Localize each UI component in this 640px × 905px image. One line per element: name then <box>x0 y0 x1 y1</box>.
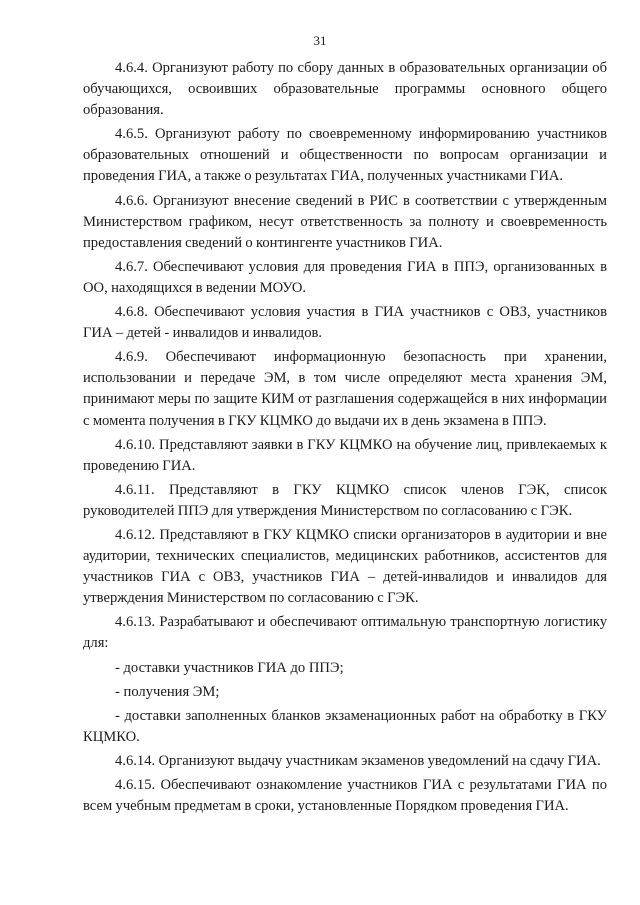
paragraph-4-6-13: 4.6.13. Разрабатывают и обеспечивают оптимальную транспортную логистику для: <box>83 614 607 652</box>
paragraph-4-6-6: 4.6.6. Организуют внесение сведений в РИС в соответствии с утвержденным Министерством графиком, несут ответственность за полноту и своевременность предоставления сведений о контингенте участников ГИА. <box>83 192 607 251</box>
paragraph-4-6-5: 4.6.5. Организуют работу по своевременному информированию участников образовательных отношений и общественности по вопросам организации и проведения ГИА, а также о результатах ГИА, полученных участниками ГИА. <box>83 126 607 185</box>
list-item-receipt-em: - получения ЭМ; <box>115 683 220 700</box>
paragraph-4-6-15: 4.6.15. Обеспечивают ознакомление участников ГИА с результатами ГИА по всем учебным предметам в сроки, установленные Порядком проведения ГИА. <box>83 777 607 815</box>
paragraph-4-6-12: 4.6.12. Представляют в ГКУ КЦМКО списки организаторов в аудитории и вне аудитории, технических специалистов, медицинских работников, ассистентов для участников ГИА с ОВЗ, участников ГИА – детей-инвалидов и инвалидов для утверждения Министерством по согласованию с ГЭК. <box>83 526 607 607</box>
paragraph-4-6-14: 4.6.14. Организуют выдачу участникам экзаменов уведомлений на сдачу ГИА. <box>115 752 601 769</box>
paragraph-4-6-10: 4.6.10. Представляют заявки в ГКУ КЦМКО на обучение лиц, привлекаемых к проведению ГИА. <box>83 436 607 474</box>
paragraph-4-6-11: 4.6.11. Представляют в ГКУ КЦМКО список членов ГЭК, список руководителей ППЭ для утверждения Министерством по согласованию с ГЭК. <box>83 481 607 519</box>
document-body <box>83 58 607 820</box>
list-item-delivery-participants: - доставки участников ГИА до ППЭ; <box>115 659 344 676</box>
list-item-delivery-forms: - доставки заполненных бланков экзаменационных работ на обработку в ГКУ КЦМКО. <box>83 707 607 745</box>
paragraph-4-6-4: 4.6.4. Организуют работу по сбору данных в образовательных организации об обучающихся, освоивших образовательные программы основного общего образования. <box>83 60 607 119</box>
paragraph-4-6-8: 4.6.8. Обеспечивают условия участия в ГИА участников с ОВЗ, участников ГИА – детей - инвалидов и инвалидов. <box>83 304 607 342</box>
page-number: 31 <box>313 33 327 48</box>
paragraph-4-6-7: 4.6.7. Обеспечивают условия для проведения ГИА в ППЭ, организованных в ОО, находящихся в ведении МОУО. <box>83 258 607 296</box>
paragraph-4-6-9: 4.6.9. Обеспечивают информационную безопасность при хранении, использовании и передаче ЭМ, в том числе определяют места хранения ЭМ, принимают меры по защите КИМ от разглашения содержащейся в них информации с момента получения в ГКУ КЦМКО до выдачи их в день экзамена в ППЭ. <box>83 349 607 429</box>
